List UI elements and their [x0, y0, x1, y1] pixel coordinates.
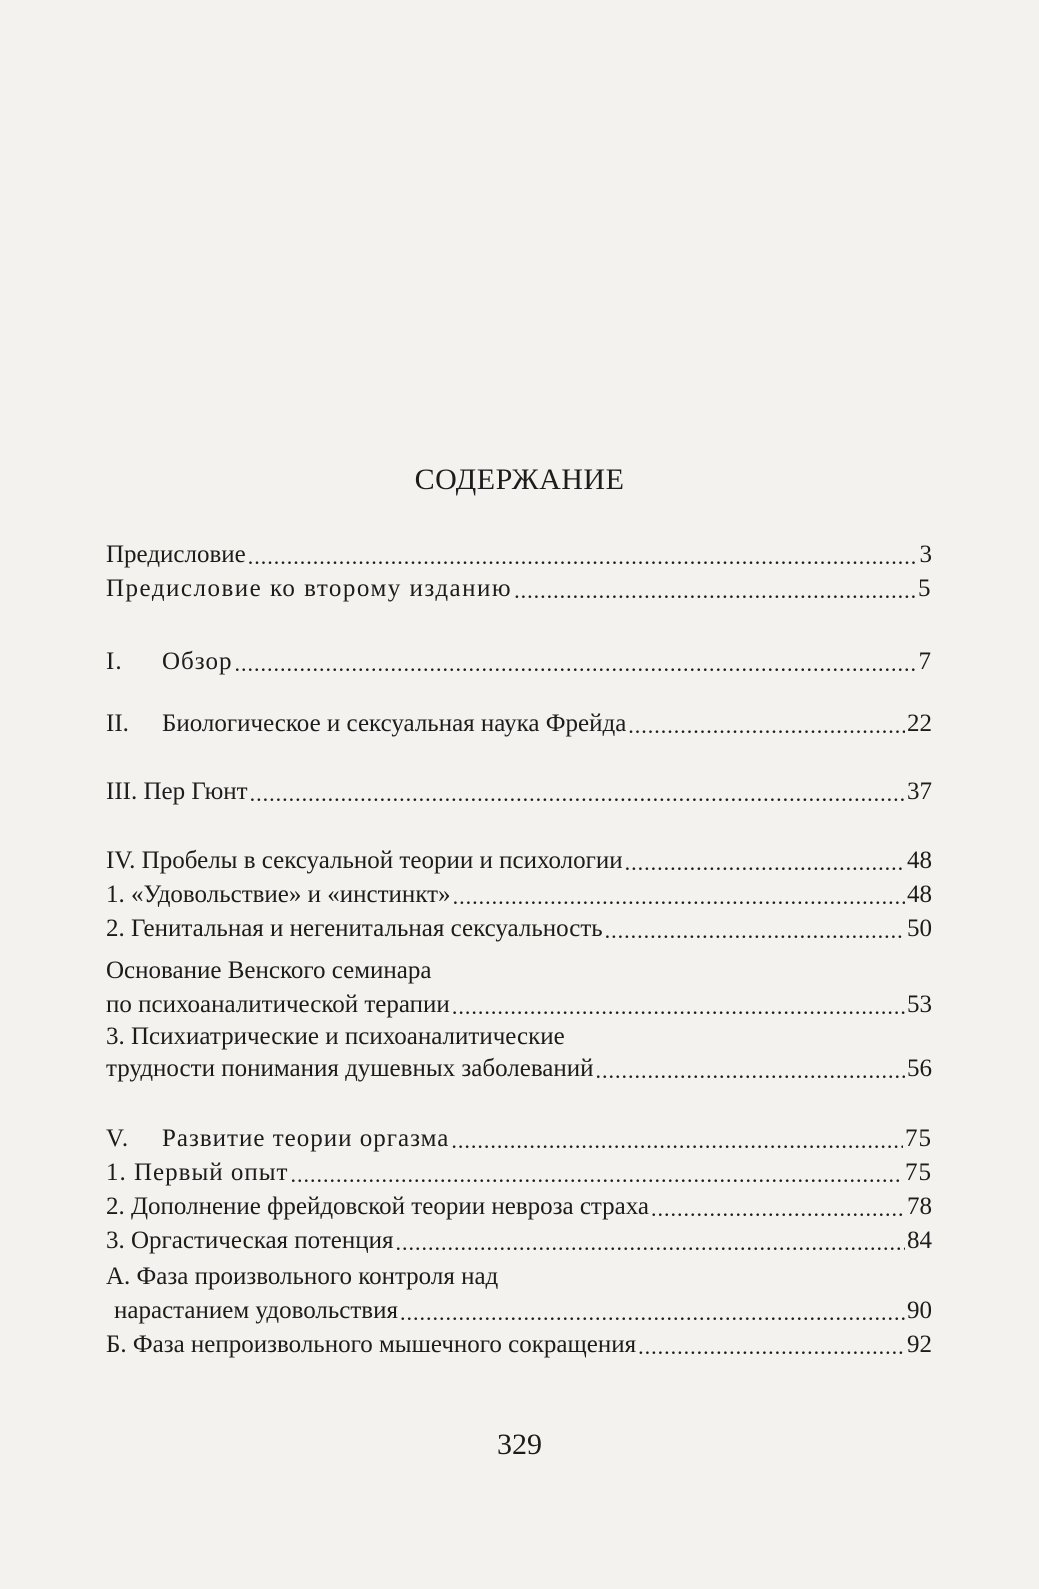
toc-entry[interactable]	[106, 914, 932, 944]
toc-entry-label: IV. Пробелы в сексуальной теории и психологии	[106, 847, 623, 874]
dot-leader	[625, 846, 905, 876]
dot-leader	[605, 914, 905, 944]
toc-entry-page: 75	[905, 1125, 932, 1152]
dot-leader	[596, 1054, 905, 1084]
toc-entry[interactable]	[106, 1226, 932, 1256]
toc-entry-page: 75	[905, 1159, 932, 1186]
toc-entry[interactable]	[106, 990, 932, 1020]
toc-entry[interactable]	[106, 1054, 932, 1084]
toc-entry-label: А. Фаза произвольного контроля над	[106, 1263, 499, 1290]
toc-entry-number: I.	[106, 648, 123, 675]
dot-leader	[248, 540, 918, 570]
dot-leader	[451, 1124, 903, 1154]
toc-entry-page: 90	[907, 1297, 932, 1324]
toc-entry-label: Биологическое и сексуальная наука Фрейда	[162, 710, 627, 737]
toc-entry[interactable]	[106, 647, 932, 677]
contents-heading: СОДЕРЖАНИЕ	[414, 463, 625, 496]
toc-entry-label: Предисловие	[106, 541, 246, 568]
dot-leader	[235, 647, 917, 677]
toc-entry-page: 50	[907, 915, 932, 942]
dot-leader	[400, 1296, 905, 1326]
toc-entry-page: 3	[919, 541, 932, 568]
toc-entry[interactable]	[106, 709, 932, 739]
toc-entry-label: Развитие теории оргазма	[162, 1125, 450, 1152]
dot-leader	[514, 574, 916, 604]
toc-entry-label-continued: нарастанием удовольствия	[114, 1297, 398, 1324]
toc-entry[interactable]	[106, 1158, 932, 1188]
toc-entry[interactable]	[114, 1296, 932, 1326]
toc-entry-label: 1. Первый опыт	[106, 1159, 289, 1186]
dot-leader	[250, 777, 905, 807]
dot-leader	[452, 990, 905, 1020]
toc-entry[interactable]	[106, 880, 932, 910]
dot-leader	[453, 880, 905, 910]
toc-entry-number: II.	[106, 710, 129, 737]
toc-entry-page: 53	[907, 991, 932, 1018]
dot-leader	[396, 1226, 905, 1256]
toc-entry-label: 1. «Удовольствие» и «инстинкт»	[106, 881, 451, 908]
page-number: 329	[497, 1428, 542, 1461]
toc-entry-label: Б. Фаза непроизвольного мышечного сокращения	[106, 1331, 637, 1358]
toc-entry-label: 2. Дополнение фрейдовской теории невроза страха	[106, 1193, 650, 1220]
dot-leader	[628, 709, 905, 739]
toc-entry-page: 48	[907, 847, 932, 874]
toc-entry[interactable]	[106, 777, 932, 807]
toc-entry-label-continued: трудности понимания душевных заболеваний	[106, 1055, 594, 1082]
toc-entry[interactable]	[106, 1124, 932, 1154]
toc-entry[interactable]	[106, 1192, 932, 1222]
toc-entry-number: V.	[106, 1125, 130, 1152]
toc-entry[interactable]	[106, 574, 932, 604]
toc-entry-label: 3. Психиатрические и психоаналитические	[106, 1023, 565, 1050]
toc-entry-page: 92	[907, 1331, 932, 1358]
toc-entry-label: Обзор	[162, 648, 233, 675]
toc-entry-label: 2. Генитальная и негенитальная сексуальность	[106, 915, 603, 942]
toc-entry-label: Предисловие ко второму изданию	[106, 575, 513, 602]
dot-leader	[651, 1192, 905, 1222]
toc-entry-page: 78	[907, 1193, 932, 1220]
toc-entry-page: 48	[907, 881, 932, 908]
toc-entry-page: 5	[918, 575, 932, 602]
toc-entry-page: 56	[907, 1055, 932, 1082]
toc-entry-label: 3. Оргастическая потенция	[106, 1227, 394, 1254]
toc-entry-label: Основание Венского семинара	[106, 957, 432, 984]
toc-entry[interactable]	[106, 1330, 932, 1360]
toc-entry-label-continued: по психоаналитической терапии	[106, 991, 450, 1018]
toc-entry-page: 37	[907, 778, 932, 805]
toc-entry-page: 22	[907, 710, 932, 737]
dot-leader	[290, 1158, 903, 1188]
dot-leader	[638, 1330, 905, 1360]
toc-entry-page: 84	[907, 1227, 932, 1254]
toc-entry-label: III. Пер Гюнт	[106, 778, 248, 805]
toc-entry[interactable]	[106, 846, 932, 876]
toc-entry-page: 7	[918, 648, 932, 675]
toc-entry[interactable]	[106, 540, 932, 570]
